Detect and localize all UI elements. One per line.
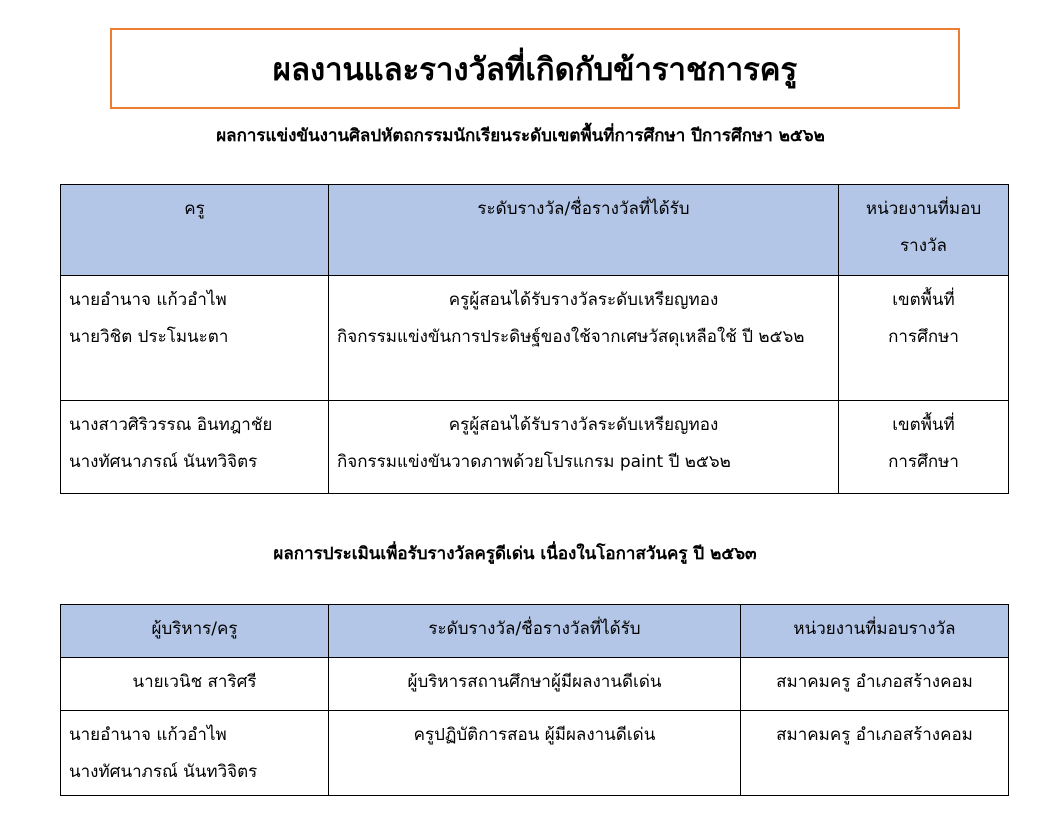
header-agency-line: หน่วยงานที่มอบ	[865, 199, 982, 219]
award-detail: กิจกรรมแข่งขันการประดิษฐ์ของใช้จากเศษวัสดุเหลือใช้ ปี ๒๕๖๒	[337, 327, 805, 347]
table-row	[61, 401, 1009, 494]
teacher-name: นางสาวศิริวรรณ อินทฎาชัย	[69, 415, 273, 435]
award-title: ครูผู้สอนได้รับรางวัลระดับเหรียญทอง	[448, 290, 719, 310]
agency-line: การศึกษา	[888, 452, 959, 472]
table-header-row	[61, 185, 1009, 276]
table-row	[61, 276, 1009, 401]
person-name: นายเวนิช สาริศรี	[132, 672, 257, 692]
table-row	[61, 658, 1009, 711]
person-name: นายอำนาจ แก้วอำไพ	[69, 725, 227, 745]
agency-cell: สมาคมครู อำเภอสร้างคอม	[741, 711, 1009, 796]
award-title: ครูผู้สอนได้รับรางวัลระดับเหรียญทอง	[448, 415, 719, 435]
award-cell: ผู้บริหารสถานศึกษาผู้มีผลงานดีเด่น	[329, 658, 741, 711]
table-header-row	[61, 605, 1009, 658]
page-title: ผลงานและรางวัลที่เกิดกับข้าราชการครู	[110, 28, 960, 109]
agency-line: เขตพื้นที่	[892, 415, 955, 435]
header-agency	[839, 185, 1009, 276]
person-cell	[61, 658, 329, 711]
agency-cell	[839, 276, 1009, 401]
award-detail: กิจกรรมแข่งขันวาดภาพด้วยโปรแกรม paint ปี ๒๕๖๒	[337, 452, 731, 472]
table-row	[61, 711, 1009, 796]
award-cell	[329, 401, 839, 494]
header-agency-line: รางวัล	[900, 236, 947, 256]
person-name: นางทัศนาภรณ์ นันทวิจิตร	[69, 762, 258, 782]
agency-line: การศึกษา	[888, 327, 959, 347]
section-1-heading: ผลการแข่งขันงานศิลปหัตถกรรมนักเรียนระดับเขตพื้นที่การศึกษา ปีการศึกษา ๒๕๖๒	[216, 126, 825, 146]
teacher-cell	[61, 276, 329, 401]
header-agency: หน่วยงานที่มอบรางวัล	[741, 605, 1009, 658]
agency-cell	[839, 401, 1009, 494]
teacher-name: นายอำนาจ แก้วอำไพ	[69, 290, 227, 310]
header-award: ระดับรางวัล/ชื่อรางวัลที่ได้รับ	[329, 605, 741, 658]
teacher-cell	[61, 401, 329, 494]
teacher-name: นายวิชิต ประโมนะตา	[69, 327, 229, 347]
header-teacher: ครู	[61, 185, 329, 276]
person-cell	[61, 711, 329, 796]
craft-competition-table	[60, 184, 1009, 494]
agency-cell: สมาคมครู อำเภอสร้างคอม	[741, 658, 1009, 711]
outstanding-teacher-table	[60, 604, 1009, 796]
section-2-heading: ผลการประเมินเพื่อรับรางวัลครูดีเด่น เนื่องในโอกาสวันครู ปี ๒๕๖๓	[273, 544, 757, 564]
teacher-name: นางทัศนาภรณ์ นันทวิจิตร	[69, 452, 258, 472]
header-award: ระดับรางวัล/ชื่อรางวัลที่ได้รับ	[329, 185, 839, 276]
agency-line: เขตพื้นที่	[892, 290, 955, 310]
award-cell	[329, 276, 839, 401]
header-person: ผู้บริหาร/ครู	[61, 605, 329, 658]
award-cell: ครูปฏิบัติการสอน ผู้มีผลงานดีเด่น	[329, 711, 741, 796]
